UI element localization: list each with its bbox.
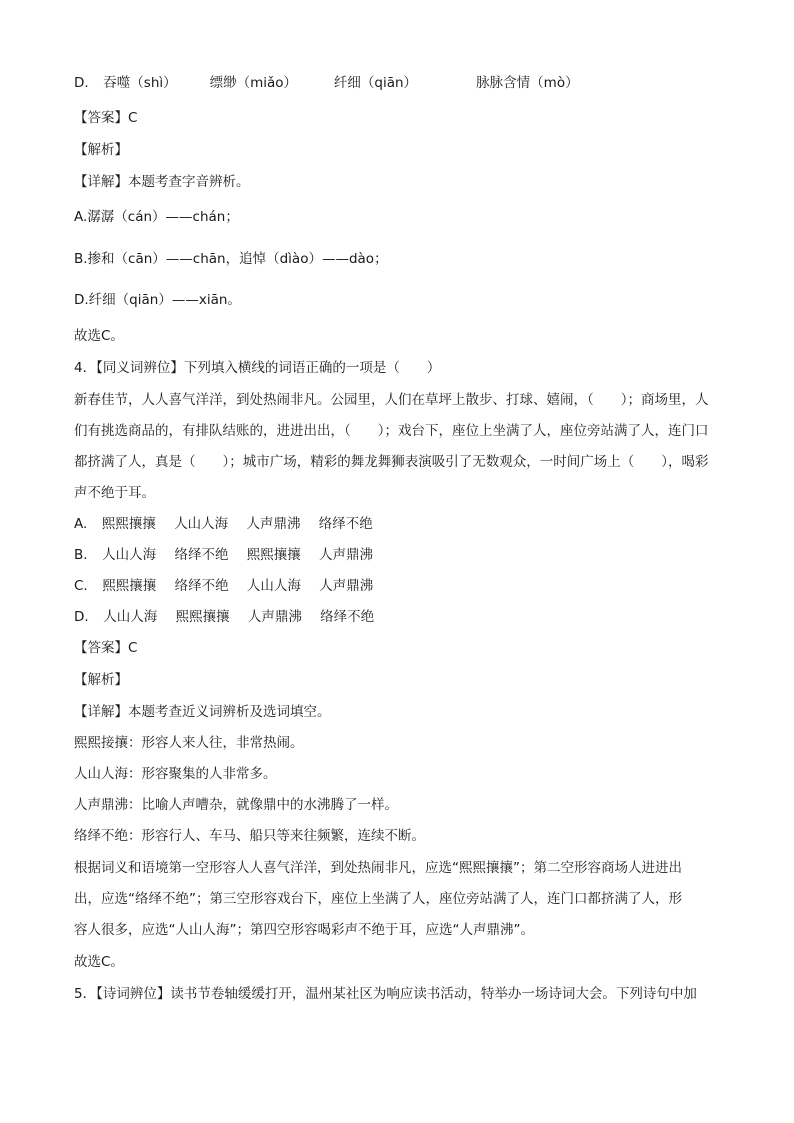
q3-option-d bbox=[74, 73, 724, 93]
option-word: 熙熙攘攘 bbox=[102, 578, 157, 594]
option-word: 络绎不绝 bbox=[174, 547, 229, 563]
q4-reasoning-line: 出，应选“络绎不绝”；第三空形容戏台下，座位上坐满了人，座位旁站满了人，连门口都挤满了人，形 bbox=[74, 891, 682, 907]
option-item: 脉脉含情（mò） bbox=[476, 75, 579, 91]
q4-answer: 【答案】C bbox=[74, 640, 138, 656]
option-word: 络绎不绝 bbox=[318, 516, 373, 532]
q3-explain-a: A.潺潺（cán）——chán； bbox=[74, 209, 239, 225]
q4-definition: 络绎不绝：形容行人、车马、船只等来往频繁，连续不断。 bbox=[74, 828, 425, 844]
option-label: C. bbox=[74, 578, 88, 594]
option-label: B. bbox=[74, 547, 88, 563]
option-word: 人山人海 bbox=[246, 578, 301, 594]
q4-option-c bbox=[74, 576, 724, 596]
q4-passage-line: 声不绝于耳。 bbox=[74, 485, 155, 501]
option-item: 缥缈（miǎo） bbox=[209, 75, 298, 91]
q4-reasoning-line: 容人很多，应选“人山人海”；第四空形容喝彩声不绝于耳，应选“人声鼎沸”。 bbox=[74, 922, 534, 938]
option-label: A. bbox=[74, 516, 88, 532]
option-word: 人山人海 bbox=[102, 547, 157, 563]
option-word: 人声鼎沸 bbox=[319, 578, 374, 594]
q4-passage-line: 们有挑选商品的，有排队结账的，进进出出，（ ）；戏台下，座位上坐满了人，座位旁站满了人，连门口 bbox=[74, 423, 709, 439]
q5-title: 5．【诗词辨位】读书节卷轴缓缓打开，温州某社区为响应读书活动，特举办一场诗词大会。下列诗句中加 bbox=[74, 986, 697, 1002]
option-word: 人声鼎沸 bbox=[247, 609, 302, 625]
q4-definition: 人声鼎沸：比喻人声嘈杂，就像鼎中的水沸腾了一样。 bbox=[74, 797, 398, 813]
option-word: 人山人海 bbox=[174, 516, 229, 532]
q3-explain-d: D.纤细（qiān）——xiān。 bbox=[74, 292, 241, 308]
option-word: 人声鼎沸 bbox=[246, 516, 301, 532]
q4-option-a bbox=[74, 514, 724, 534]
q4-option-b bbox=[74, 545, 724, 565]
option-word: 人声鼎沸 bbox=[319, 547, 374, 563]
option-item: 吞噬（shì） bbox=[103, 75, 177, 91]
option-word: 熙熙攘攘 bbox=[175, 609, 230, 625]
q4-conclusion: 故选C。 bbox=[74, 954, 124, 970]
q4-passage-line: 新春佳节，人人喜气洋洋，到处热闹非凡。公园里，人们在草坪上散步、打球、嬉闹，（ ）；商场里，人 bbox=[74, 392, 709, 408]
q3-answer: 【答案】C bbox=[74, 110, 138, 126]
option-word: 熙熙攘攘 bbox=[246, 547, 301, 563]
q3-conclusion: 故选C。 bbox=[74, 328, 124, 344]
q4-detail: 【详解】本题考查近义词辨析及选词填空。 bbox=[74, 704, 331, 720]
q4-definition: 熙熙接攘：形容人来人往，非常热闹。 bbox=[74, 735, 304, 751]
option-word: 熙熙攘攘 bbox=[101, 516, 156, 532]
option-word: 络绎不绝 bbox=[174, 578, 229, 594]
option-word: 人山人海 bbox=[103, 609, 158, 625]
q3-detail: 【详解】本题考查字音辨析。 bbox=[74, 174, 250, 190]
q4-passage-line: 都挤满了人，真是（ ）；城市广场，精彩的舞龙舞狮表演吸引了无数观众，一时间广场上（ ），喝彩 bbox=[74, 454, 709, 470]
q4-reasoning-line: 根据词义和语境第一空形容人人喜气洋洋，到处热闹非凡，应选“熙熙攘攘”；第二空形容商场人进进出 bbox=[74, 860, 682, 876]
q4-title: 4．【同义词辨位】下列填入横线的词语正确的一项是（ ） bbox=[74, 360, 441, 376]
q4-analysis-label: 【解析】 bbox=[74, 672, 128, 688]
option-label: D. bbox=[74, 609, 89, 625]
option-label: D. bbox=[74, 75, 89, 91]
q4-definition: 人山人海：形容聚集的人非常多。 bbox=[74, 766, 277, 782]
option-item: 纤细（qiān） bbox=[333, 75, 418, 91]
option-word: 络绎不绝 bbox=[320, 609, 375, 625]
q3-explain-b: B.掺和（cān）——chān，追悼（dìào）——dào； bbox=[74, 251, 388, 267]
q3-analysis-label: 【解析】 bbox=[74, 142, 128, 158]
q4-option-d bbox=[74, 607, 724, 627]
